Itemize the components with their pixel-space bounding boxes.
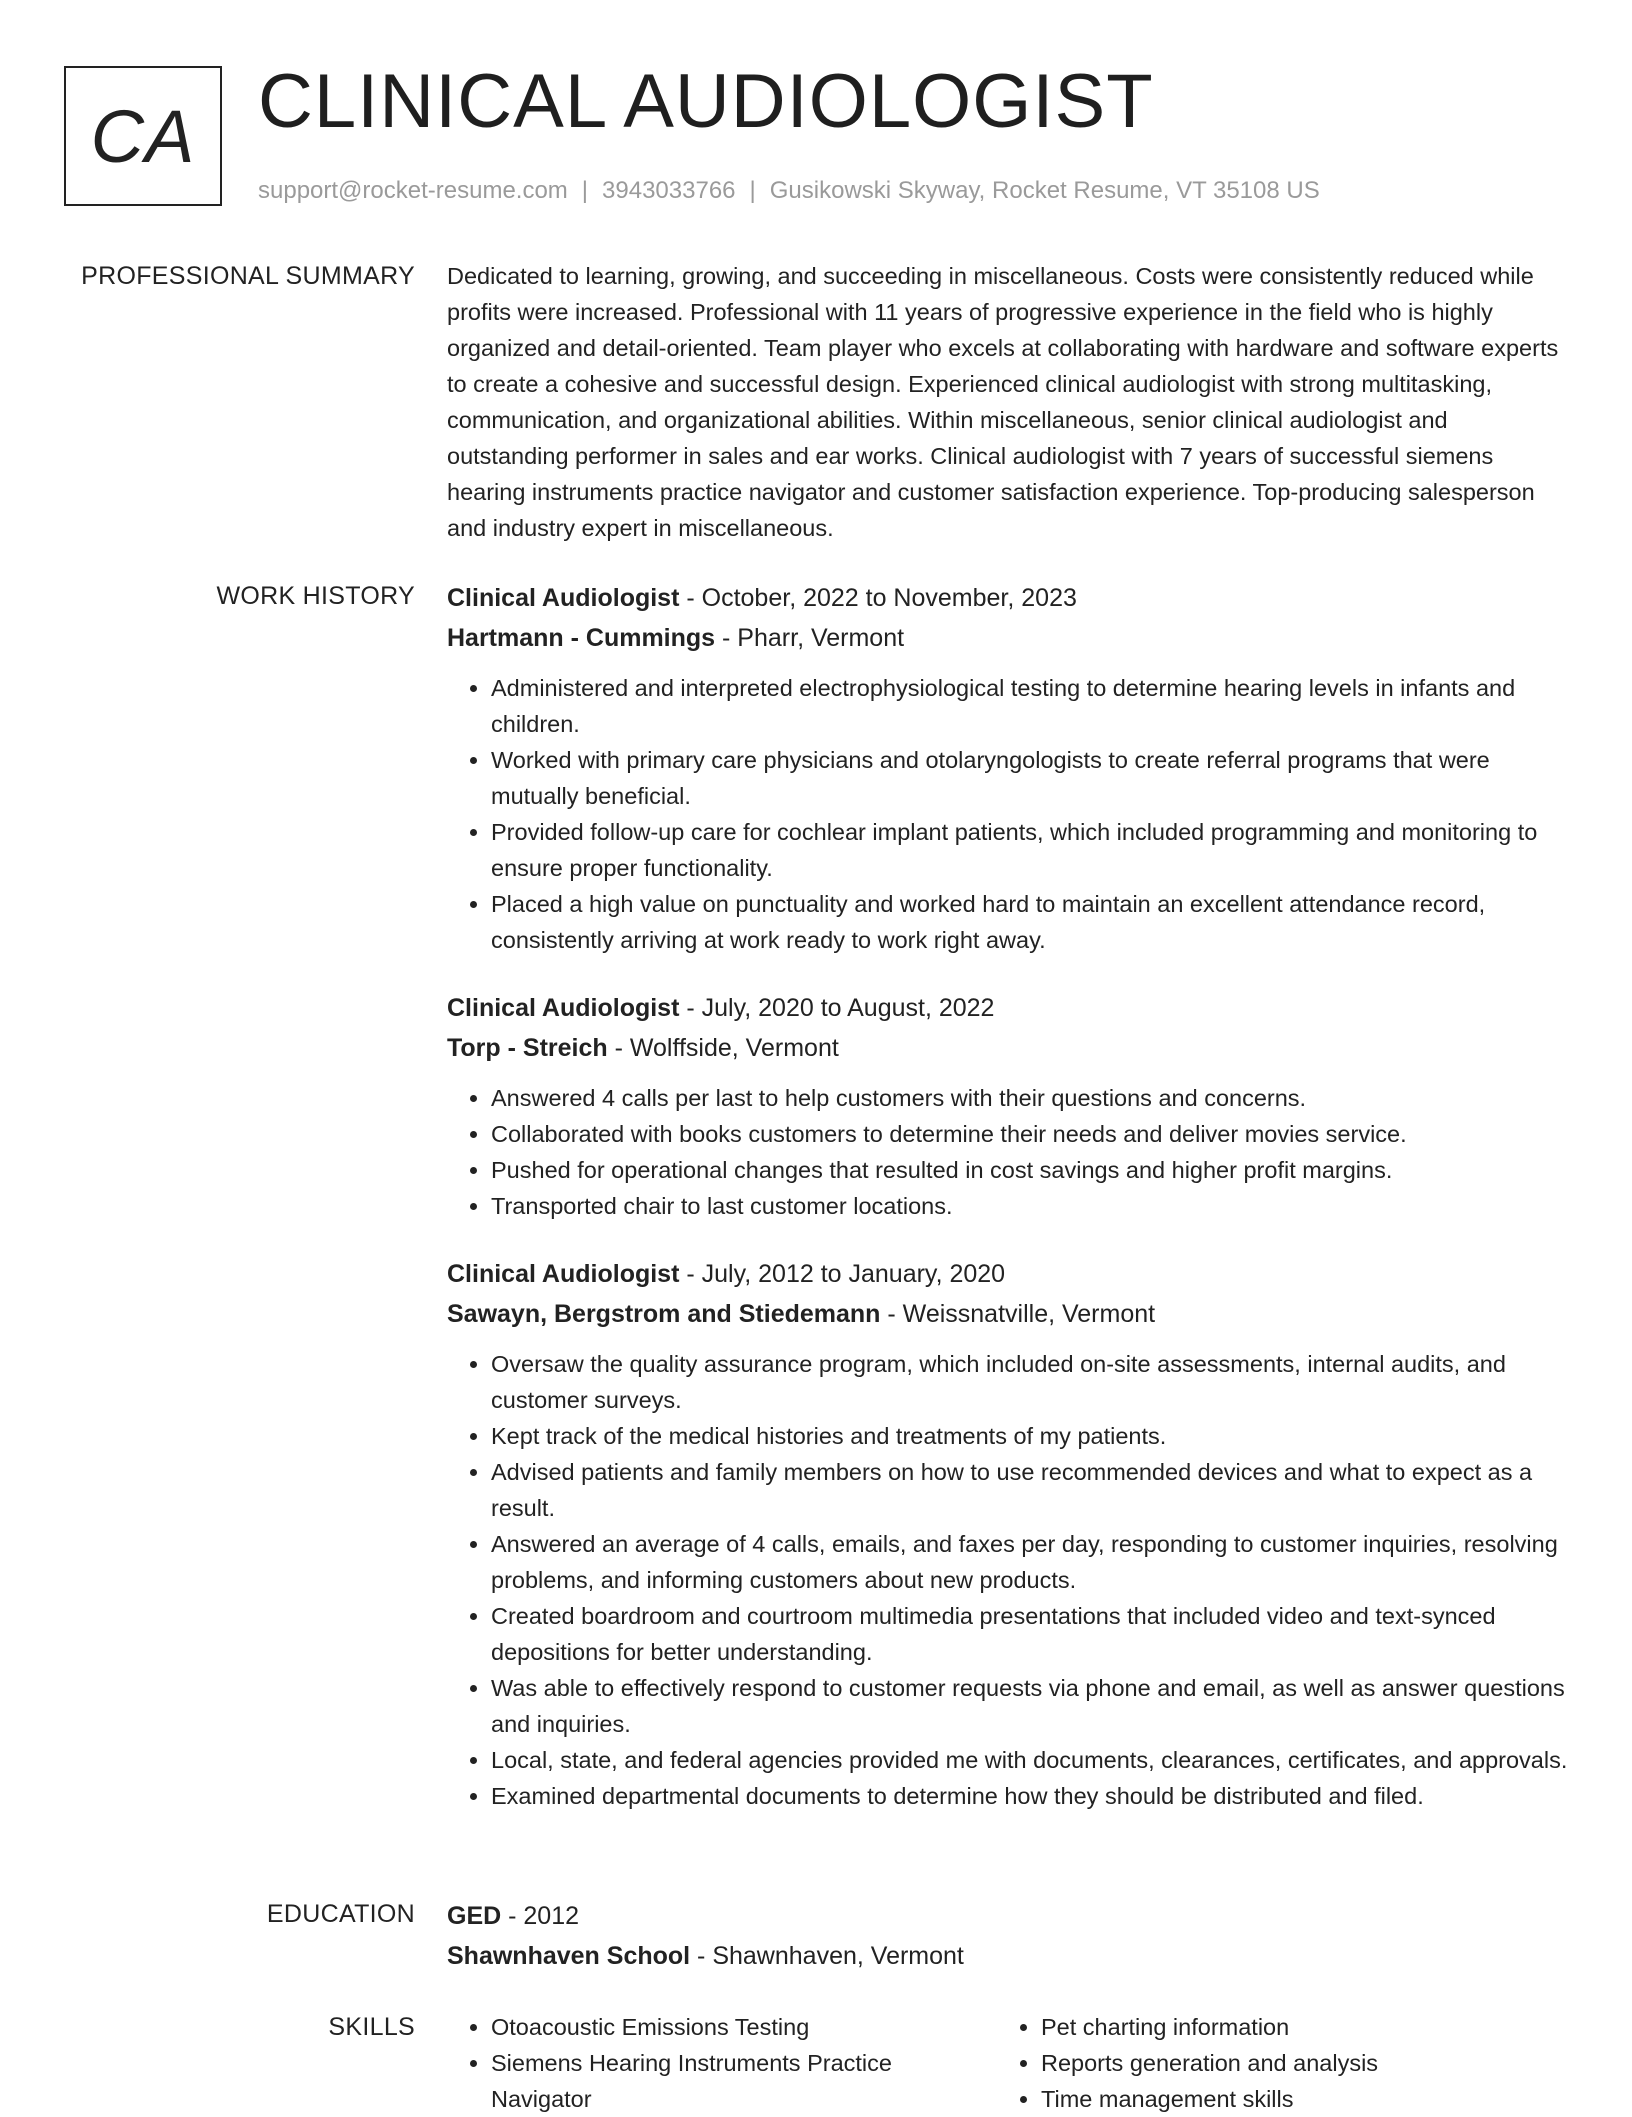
job-dates: - July, 2012 to January, 2020 — [679, 1260, 1006, 1288]
summary-heading: PROFESSIONAL SUMMARY — [81, 262, 415, 290]
job-title-line — [447, 578, 1572, 618]
contact-line — [258, 174, 1320, 208]
skills-columns — [447, 2009, 1572, 2117]
job-title: Clinical Audiologist — [447, 1260, 680, 1288]
contact-address: Gusikowski Skyway, Rocket Resume, VT 35108 US — [769, 177, 1320, 204]
job-location: - Pharr, Vermont — [715, 624, 905, 652]
contact-phone: 3943033766 — [602, 177, 736, 204]
contact-email: support@rocket-resume.com — [258, 177, 568, 204]
job-dates: - July, 2020 to August, 2022 — [679, 994, 995, 1022]
list-item: • Was able to effectively respond to customer requests via phone and email, as well as answer questions and inquiries. — [491, 1670, 1572, 1742]
job-title: Clinical Audiologist — [447, 584, 680, 612]
education-school: Shawnhaven School — [447, 1942, 691, 1970]
list-item: • Local, state, and federal agencies provided me with documents, clearances, certificates, and approvals. — [491, 1742, 1572, 1778]
job-entry — [447, 1254, 1572, 1814]
job-location: - Weissnatville, Vermont — [880, 1300, 1156, 1328]
job-title-line — [447, 988, 1572, 1028]
list-item: • Created boardroom and courtroom multimedia presentations that included video and text-synced depositions for better understanding. — [491, 1598, 1572, 1670]
education-degree-line — [447, 1896, 1572, 1936]
skills-list — [997, 2009, 1547, 2117]
skills-column-right — [997, 2009, 1547, 2117]
job-location: - Wolffside, Vermont — [607, 1034, 839, 1062]
job-company-line — [447, 618, 1572, 658]
resume-title: CLINICAL AUDIOLOGIST — [258, 59, 1154, 144]
list-item: • Siemens Hearing Instruments Practice Navigator — [491, 2045, 997, 2117]
list-item: • Administered and interpreted electrophysiological testing to determine hearing levels in infants and children. — [491, 670, 1572, 742]
job-entry — [447, 988, 1572, 1224]
skills-column-left — [447, 2009, 997, 2117]
list-item: • Transported chair to last customer locations. — [491, 1188, 1572, 1224]
list-item: • Examined departmental documents to determine how they should be distributed and filed. — [491, 1778, 1572, 1814]
list-item: • Placed a high value on punctuality and worked hard to maintain an excellent attendance record, consistently arriving at work ready to work right away. — [491, 886, 1572, 958]
list-item: • Time management skills — [1041, 2081, 1547, 2117]
monogram-initials: CA — [90, 94, 196, 178]
job-duties — [447, 670, 1572, 958]
job-company: Sawayn, Bergstrom and Stiedemann — [447, 1300, 881, 1328]
skills-heading: SKILLS — [328, 2013, 415, 2041]
education-school-line — [447, 1936, 1572, 1976]
list-item: • Collaborated with books customers to determine their needs and deliver movies service. — [491, 1116, 1572, 1152]
list-item: • Answered an average of 4 calls, emails, and faxes per day, responding to customer inquiries, resolving problems, and informing customers about new products. — [491, 1526, 1572, 1598]
job-duties — [447, 1080, 1572, 1224]
job-title: Clinical Audiologist — [447, 994, 680, 1022]
work-history-heading: WORK HISTORY — [216, 582, 415, 610]
monogram-badge — [64, 66, 222, 206]
job-company-line — [447, 1294, 1572, 1334]
list-item: • Otoacoustic Emissions Testing — [491, 2009, 997, 2045]
list-item: • Advised patients and family members on how to use recommended devices and what to expect as a result. — [491, 1454, 1572, 1526]
list-item: • Provided follow-up care for cochlear implant patients, which included programming and monitoring to ensure proper functionality. — [491, 814, 1572, 886]
job-company: Torp - Streich — [447, 1034, 608, 1062]
job-company-line — [447, 1028, 1572, 1068]
list-item: • Oversaw the quality assurance program, which included on-site assessments, internal audits, and customer surveys. — [491, 1346, 1572, 1418]
job-company: Hartmann - Cummings — [447, 624, 716, 652]
summary-text: Dedicated to learning, growing, and succeeding in miscellaneous. Costs were consistently reduced while profits were increased. Professional with 11 years of progressive experience in the field who is highly organized and detail-oriented. Team player who excels at collaborating with hardware and software experts to create a cohesive and successful design. Experienced clinical audiologist with strong multitasking, communication, and organizational abilities. Within miscellaneous, senior clinical audiologist and outstanding performer in sales and ear works. Clinical audiologist with 7 years of successful siemens hearing instruments practice navigator and customer satisfaction experience. Top-producing salesperson and industry expert in miscellaneous. — [447, 263, 1559, 541]
contact-separator: | — [749, 177, 756, 204]
education-location: - Shawnhaven, Vermont — [690, 1942, 964, 1970]
list-item: • Reports generation and analysis — [1041, 2045, 1547, 2081]
skills-list — [447, 2009, 997, 2117]
list-item: • Answered 4 calls per last to help customers with their questions and concerns. — [491, 1080, 1572, 1116]
list-item: • Kept track of the medical histories and treatments of my patients. — [491, 1418, 1572, 1454]
list-item: • Worked with primary care physicians and otolaryngologists to create referral programs that were mutually beneficial. — [491, 742, 1572, 814]
education-heading: EDUCATION — [266, 1900, 415, 1928]
job-duties — [447, 1346, 1572, 1814]
job-entry — [447, 578, 1572, 958]
education-year: - 2012 — [501, 1902, 580, 1930]
education-degree: GED — [447, 1902, 502, 1930]
list-item: • Pushed for operational changes that resulted in cost savings and higher profit margins. — [491, 1152, 1572, 1188]
job-dates: - October, 2022 to November, 2023 — [679, 584, 1077, 612]
job-title-line — [447, 1254, 1572, 1294]
contact-separator: | — [581, 177, 589, 204]
list-item: • Pet charting information — [1041, 2009, 1547, 2045]
jobs-list — [447, 578, 1572, 1844]
